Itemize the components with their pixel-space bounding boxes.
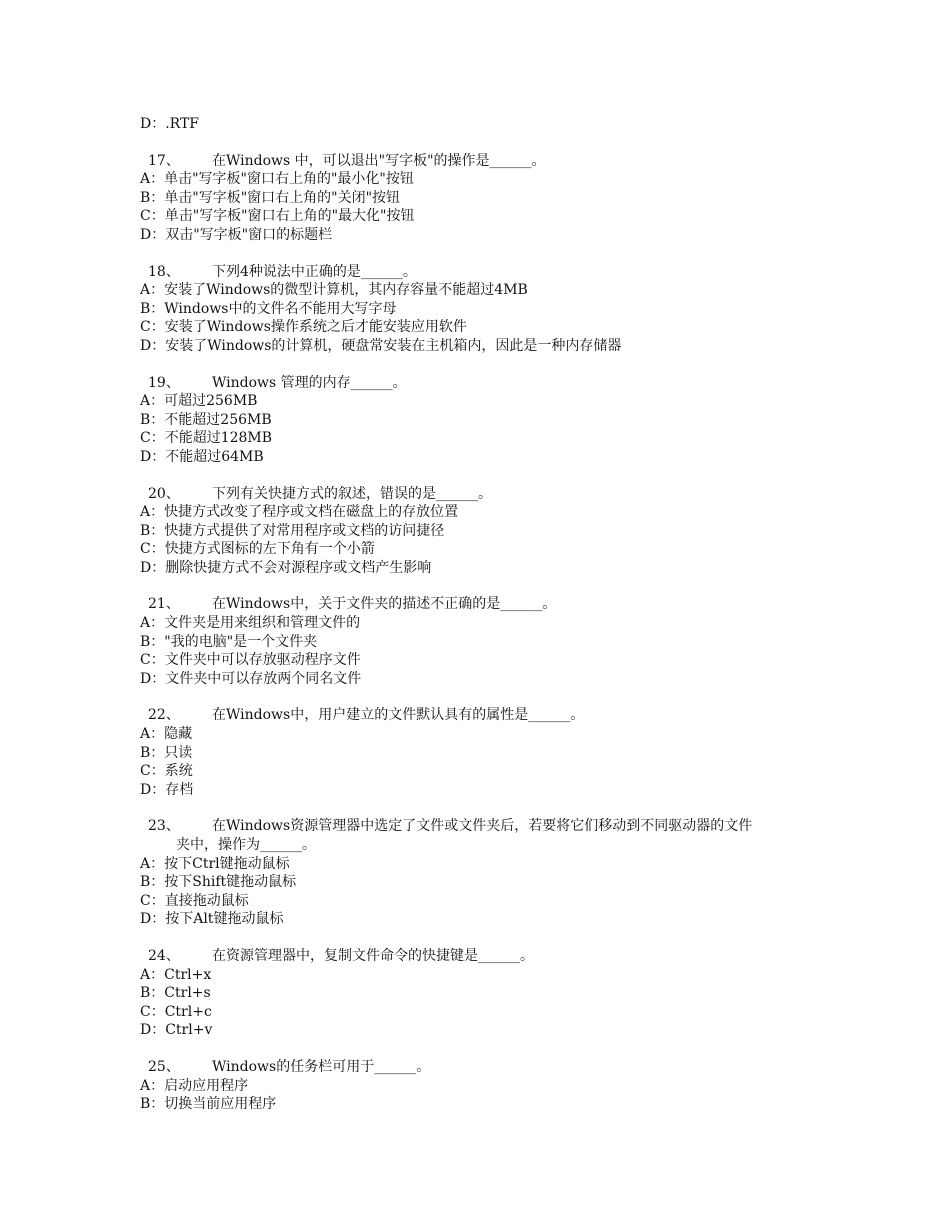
question-block [140, 595, 830, 688]
answer-option: A：单击"写字板"窗口右上角的"最小化"按钮 [140, 171, 414, 188]
question-text: 在Windows资源管理器中选定了文件或文件夹后，若要将它们移动到不同驱动器的文件 [212, 818, 753, 835]
question-text: 在Windows中，关于文件夹的描述不正确的是______。 [212, 596, 557, 613]
question-text: 在资源管理器中，复制文件命令的快捷键是______。 [212, 947, 534, 964]
question-text-continuation: 夹中，操作为______。 [176, 837, 316, 853]
question-stem [140, 1058, 830, 1077]
answer-option: A：按下Ctrl键拖动鼠标 [140, 855, 290, 872]
question-stem [140, 706, 830, 725]
answer-option: C：系统 [140, 763, 193, 780]
question-number: 22、 [148, 707, 180, 724]
question-block [140, 1058, 830, 1114]
question-block [140, 706, 830, 799]
answer-option: B：切换当前应用程序 [140, 1096, 277, 1113]
question-number: 20、 [148, 485, 180, 502]
answer-option: A：可超过256MB [140, 393, 258, 410]
question-text: 下列4种说法中正确的是______。 [212, 263, 417, 280]
question-block [140, 947, 830, 1040]
answer-option: D：文件夹中可以存放两个同名文件 [140, 670, 362, 687]
question-number: 25、 [148, 1058, 180, 1075]
answer-option: B：Windows中的文件名不能用大写字母 [140, 300, 397, 317]
answer-option: C：Ctrl+c [140, 1003, 212, 1020]
question-text: Windows的任务栏可用于______。 [212, 1058, 431, 1075]
answer-option: C：快捷方式图标的左下角有一个小箭 [140, 541, 375, 558]
question-stem [140, 152, 830, 171]
answer-option: B：只读 [140, 744, 193, 761]
question-block [140, 263, 830, 356]
question-number: 21、 [148, 596, 180, 613]
answer-option: B：Ctrl+s [140, 985, 211, 1002]
question-text: 下列有关快捷方式的叙述，错误的是______。 [212, 485, 492, 502]
question-text: Windows 管理的内存______。 [212, 374, 407, 391]
answer-option: B：快捷方式提供了对常用程序或文档的访问捷径 [140, 522, 445, 539]
answer-option: C：直接拖动鼠标 [140, 892, 249, 909]
answer-option: C：不能超过128MB [140, 430, 273, 447]
question-block [140, 485, 830, 578]
answer-option: D：存档 [140, 781, 194, 798]
answer-option: B：单击"写字板"窗口右上角的"关闭"按钮 [140, 189, 401, 206]
answer-option: D：Ctrl+v [140, 1022, 213, 1039]
question-list [140, 152, 830, 1114]
question-number: 23、 [148, 818, 180, 835]
answer-option: B：不能超过256MB [140, 411, 272, 428]
question-stem [140, 817, 830, 836]
question-stem [140, 374, 830, 393]
answer-option: B："我的电脑"是一个文件夹 [140, 633, 318, 650]
answer-option: A：文件夹是用来组织和管理文件的 [140, 615, 361, 632]
question-block [140, 374, 830, 467]
question-number: 24、 [148, 947, 180, 964]
question-block [140, 152, 830, 245]
answer-option: A：Ctrl+x [140, 966, 212, 983]
question-number: 18、 [148, 263, 180, 280]
answer-option: C：文件夹中可以存放驱动程序文件 [140, 652, 361, 669]
answer-option: B：按下Shift键拖动鼠标 [140, 874, 297, 891]
answer-option: D：双击"写字板"窗口的标题栏 [140, 226, 333, 243]
answer-option: D：按下Alt键拖动鼠标 [140, 911, 284, 928]
question-text: 在Windows 中，可以退出"写字板"的操作是______。 [212, 152, 546, 169]
answer-option: D：删除快捷方式不会对源程序或文档产生影响 [140, 559, 432, 576]
question-number: 17、 [148, 152, 180, 169]
document-page [140, 115, 830, 1114]
question-block [140, 817, 830, 929]
question-stem [140, 263, 830, 282]
question-number: 19、 [148, 374, 180, 391]
lead-option: D：.RTF [140, 116, 200, 132]
question-text: 在Windows中，用户建立的文件默认具有的属性是______。 [212, 707, 585, 724]
answer-option: D：安装了Windows的计算机，硬盘常安装在主机箱内，因此是一种内存储器 [140, 337, 622, 354]
answer-option: D：不能超过64MB [140, 448, 264, 465]
answer-option: C：安装了Windows操作系统之后才能安装应用软件 [140, 319, 467, 336]
question-stem [140, 485, 830, 504]
answer-option: A：隐藏 [140, 726, 193, 743]
question-stem [140, 595, 830, 614]
question-stem [140, 947, 830, 966]
answer-option: A：安装了Windows的微型计算机，其内存容量不能超过4MB [140, 282, 528, 299]
answer-option: C：单击"写字板"窗口右上角的"最大化"按钮 [140, 208, 415, 225]
answer-option: A：启动应用程序 [140, 1077, 249, 1094]
answer-option: A：快捷方式改变了程序或文档在磁盘上的存放位置 [140, 504, 459, 521]
